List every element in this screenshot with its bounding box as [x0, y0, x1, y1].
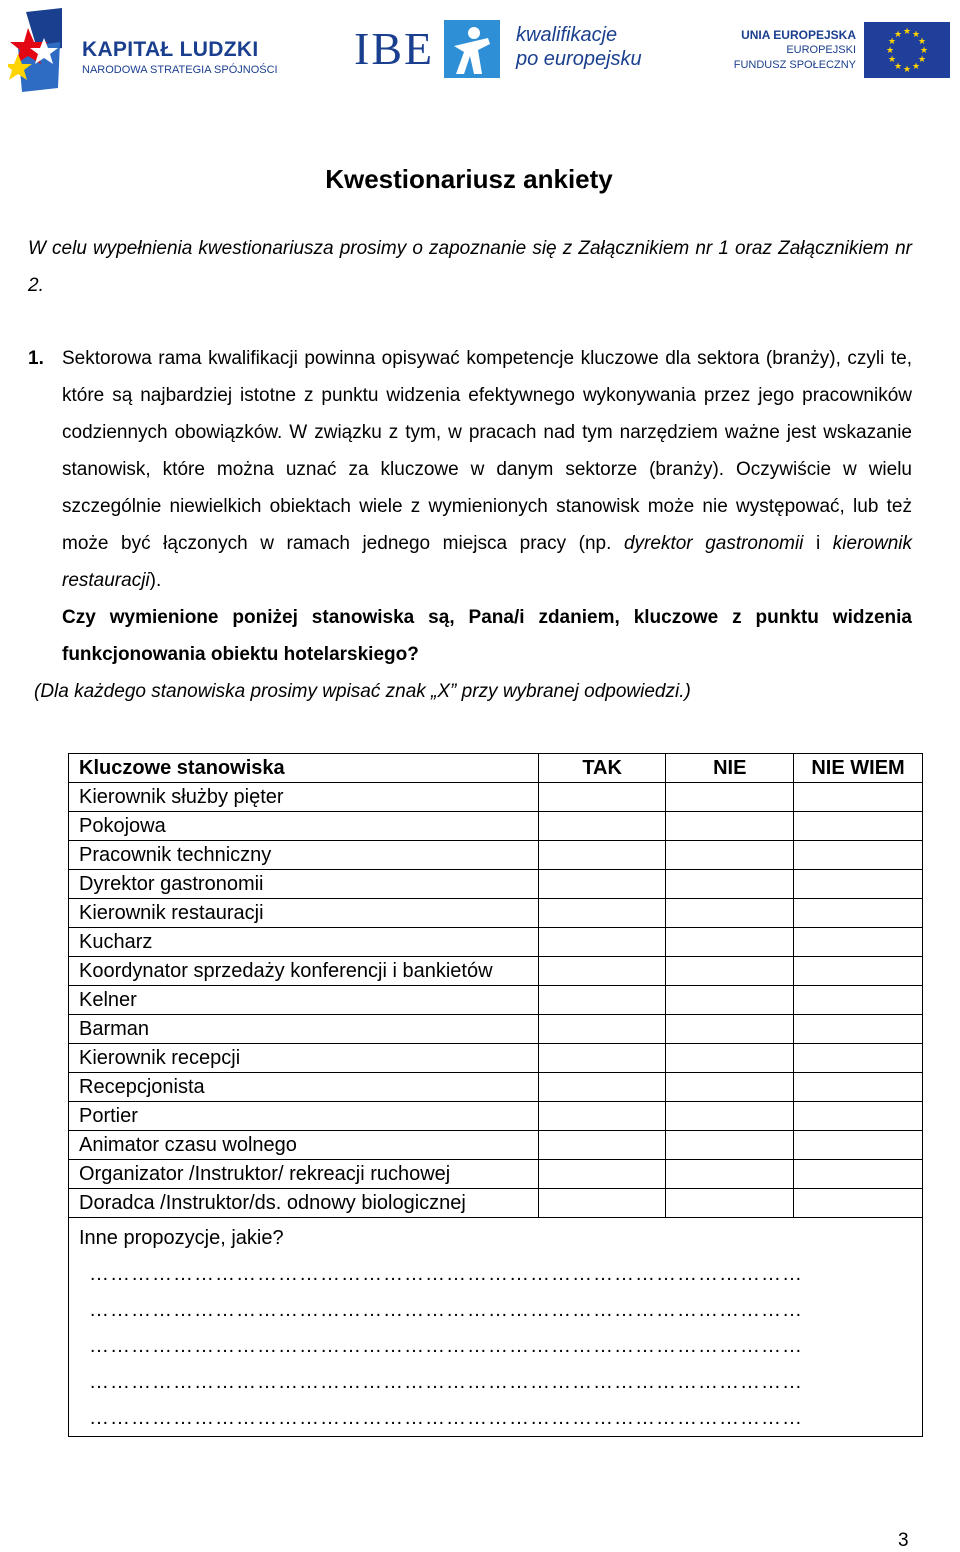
answer-yes-cell[interactable]: [538, 1015, 666, 1044]
answer-dont-know-cell[interactable]: [794, 899, 923, 928]
answer-yes-cell[interactable]: [538, 870, 666, 899]
other-proposals-row: [69, 1218, 923, 1437]
other-proposals-label: Inne propozycje, jakie?: [79, 1227, 284, 1249]
answer-no-cell[interactable]: [666, 870, 794, 899]
dotted-line[interactable]: …………………………………………………………………………………………: [89, 1371, 803, 1393]
other-proposals-cell[interactable]: [69, 1218, 923, 1437]
answer-dont-know-cell[interactable]: [794, 783, 923, 812]
kapital-ludzki-emblem-icon: [8, 8, 78, 92]
ibe-tagline-1: kwalifikacje: [516, 24, 618, 46]
position-name: Kierownik służby pięter: [69, 783, 539, 812]
answer-dont-know-cell[interactable]: [794, 1102, 923, 1131]
table-row: [69, 899, 923, 928]
answer-no-cell[interactable]: [666, 841, 794, 870]
svg-text:★: ★: [919, 46, 929, 56]
eu-logo-line-2: EUROPEJSKI: [786, 44, 856, 56]
question-description: [62, 340, 912, 599]
svg-text:★: ★: [887, 37, 897, 47]
table-row: [69, 986, 923, 1015]
position-name: Pracownik techniczny: [69, 841, 539, 870]
answer-yes-cell[interactable]: [538, 957, 666, 986]
answer-no-cell[interactable]: [666, 986, 794, 1015]
answer-yes-cell[interactable]: [538, 899, 666, 928]
answer-dont-know-cell[interactable]: [794, 1015, 923, 1044]
position-name: Organizator /Instruktor/ rekreacji ruchowej: [69, 1160, 539, 1189]
svg-text:★: ★: [893, 30, 903, 40]
question-1: [28, 340, 912, 710]
answer-yes-cell[interactable]: [538, 986, 666, 1015]
position-name: Doradca /Instruktor/ds. odnowy biologicznej: [69, 1189, 539, 1218]
answer-dont-know-cell[interactable]: [794, 986, 923, 1015]
svg-text:★: ★: [911, 30, 921, 40]
answer-yes-cell[interactable]: [538, 1189, 666, 1218]
svg-text:★: ★: [902, 27, 912, 37]
question-prompt: Czy wymienione poniżej stanowiska są, Pana/i zdaniem, kluczowe z punktu widzenia funkcjonowania obiektu hotelarskiego?: [62, 607, 912, 665]
answer-instruction: (Dla każdego stanowiska prosimy wpisać znak „X” przy wybranej odpowiedzi.): [34, 681, 691, 702]
answer-yes-cell[interactable]: [538, 1073, 666, 1102]
table-row: [69, 1015, 923, 1044]
answer-no-cell[interactable]: [666, 783, 794, 812]
table-row: [69, 1160, 923, 1189]
svg-text:★: ★: [893, 62, 903, 72]
answer-no-cell[interactable]: [666, 1073, 794, 1102]
svg-text:★: ★: [902, 65, 912, 75]
eu-flag-icon: [864, 22, 950, 78]
answer-no-cell[interactable]: [666, 928, 794, 957]
example-joiner: i: [815, 533, 821, 554]
eu-logo-line-1: UNIA EUROPEJSKA: [741, 28, 856, 42]
svg-text:★: ★: [887, 55, 897, 65]
header-dont-know: NIE WIEM: [794, 754, 923, 783]
dotted-line[interactable]: …………………………………………………………………………………………: [89, 1335, 803, 1357]
question-body: [62, 340, 912, 673]
dotted-line[interactable]: …………………………………………………………………………………………: [89, 1299, 803, 1321]
answer-yes-cell[interactable]: [538, 1044, 666, 1073]
position-name: Kierownik restauracji: [69, 899, 539, 928]
position-name: Animator czasu wolnego: [69, 1131, 539, 1160]
positions-table: [68, 753, 923, 1437]
answer-no-cell[interactable]: [666, 899, 794, 928]
kapital-ludzki-title: KAPITAŁ LUDZKI: [82, 38, 259, 61]
page-title: Kwestionariusz ankiety: [325, 164, 613, 194]
svg-text:★: ★: [911, 62, 921, 72]
answer-dont-know-cell[interactable]: [794, 1131, 923, 1160]
svg-text:★: ★: [917, 37, 927, 47]
ibe-tagline-2: po europejsku: [516, 48, 642, 70]
answer-yes-cell[interactable]: [538, 841, 666, 870]
answer-yes-cell[interactable]: [538, 928, 666, 957]
question-number: 1.: [28, 348, 44, 369]
table-row: [69, 841, 923, 870]
answer-dont-know-cell[interactable]: [794, 1044, 923, 1073]
example-position-1: dyrektor gastronomii: [623, 533, 804, 554]
eu-logo-line-3: FUNDUSZ SPOŁECZNY: [733, 59, 856, 71]
answer-dont-know-cell[interactable]: [794, 1073, 923, 1102]
dotted-line[interactable]: …………………………………………………………………………………………: [89, 1263, 803, 1285]
position-name: Kierownik recepcji: [69, 1044, 539, 1073]
ibe-logo: [352, 18, 642, 88]
position-name: Kucharz: [69, 928, 539, 957]
table-row: [69, 783, 923, 812]
position-name: Koordynator sprzedaży konferencji i bankietów: [69, 957, 539, 986]
kapital-ludzki-logo: [8, 8, 278, 92]
ibe-wordmark: IBE: [354, 23, 435, 74]
answer-no-cell[interactable]: [666, 1015, 794, 1044]
position-name: Portier: [69, 1102, 539, 1131]
answer-no-cell[interactable]: [666, 1160, 794, 1189]
answer-yes-cell[interactable]: [538, 812, 666, 841]
table-row: [69, 1102, 923, 1131]
table-header-row: [69, 754, 923, 783]
answer-dont-know-cell[interactable]: [794, 1160, 923, 1189]
example-tail: ).: [149, 570, 162, 591]
position-name: Barman: [69, 1015, 539, 1044]
table-row: [69, 870, 923, 899]
answer-no-cell[interactable]: [666, 1102, 794, 1131]
answer-no-cell[interactable]: [666, 1044, 794, 1073]
eu-logo: [730, 20, 952, 80]
answer-no-cell[interactable]: [666, 812, 794, 841]
position-name: Recepcjonista: [69, 1073, 539, 1102]
header-positions: Kluczowe stanowiska: [69, 754, 539, 783]
answer-dont-know-cell[interactable]: [794, 812, 923, 841]
answer-dont-know-cell[interactable]: [794, 928, 923, 957]
page-number: 3: [898, 1530, 909, 1551]
table-row: [69, 1131, 923, 1160]
answer-yes-cell[interactable]: [538, 1160, 666, 1189]
table-row: [69, 1189, 923, 1218]
table-body: [69, 783, 923, 1218]
header-no: NIE: [666, 754, 794, 783]
dotted-line[interactable]: …………………………………………………………………………………………: [89, 1407, 803, 1429]
answer-yes-cell[interactable]: [538, 1102, 666, 1131]
header-yes: TAK: [538, 754, 666, 783]
question-paragraph: Sektorowa rama kwalifikacji powinna opisywać kompetencje kluczowe dla sektora (branży), czyli te, które są najbardziej istotne z punktu widzenia efektywnego wykonywania przez jego pracowników codziennych obowiązków. W związku z tym, w pracach nad tym narzędziem ważne jest wskazanie stanowisk, które można uznać za kluczowe w danym sektorze (branży). Oczywiście w wielu szczególnie niewielkich obiektach wiele z wymienionych stanowisk może nie występować, lub też może być łączonych w ramach jednego miejsca pracy (np.: [62, 348, 912, 554]
answer-dont-know-cell[interactable]: [794, 870, 923, 899]
table-row: [69, 957, 923, 986]
svg-text:★: ★: [917, 55, 927, 65]
table-row: [69, 1073, 923, 1102]
answer-dont-know-cell[interactable]: [794, 841, 923, 870]
svg-text:★: ★: [885, 46, 895, 56]
table-row: [69, 928, 923, 957]
answer-yes-cell[interactable]: [538, 1131, 666, 1160]
intro-text: W celu wypełnienia kwestionariusza prosimy o zapoznanie się z Załącznikiem nr 1 oraz Załącznikiem nr 2.: [28, 238, 912, 296]
page-header: [0, 0, 960, 100]
table-row: [69, 812, 923, 841]
ibe-figure-icon: [444, 20, 500, 78]
position-name: Kelner: [69, 986, 539, 1015]
table-row: [69, 1044, 923, 1073]
example-position-2: kierownik restauracji: [62, 533, 912, 591]
position-name: Pokojowa: [69, 812, 539, 841]
answer-dont-know-cell[interactable]: [794, 1189, 923, 1218]
answer-yes-cell[interactable]: [538, 783, 666, 812]
answer-no-cell[interactable]: [666, 1131, 794, 1160]
answer-no-cell[interactable]: [666, 1189, 794, 1218]
kapital-ludzki-subtitle: NARODOWA STRATEGIA SPÓJNOŚCI: [82, 64, 278, 76]
answer-dont-know-cell[interactable]: [794, 957, 923, 986]
position-name: Dyrektor gastronomii: [69, 870, 539, 899]
answer-no-cell[interactable]: [666, 957, 794, 986]
